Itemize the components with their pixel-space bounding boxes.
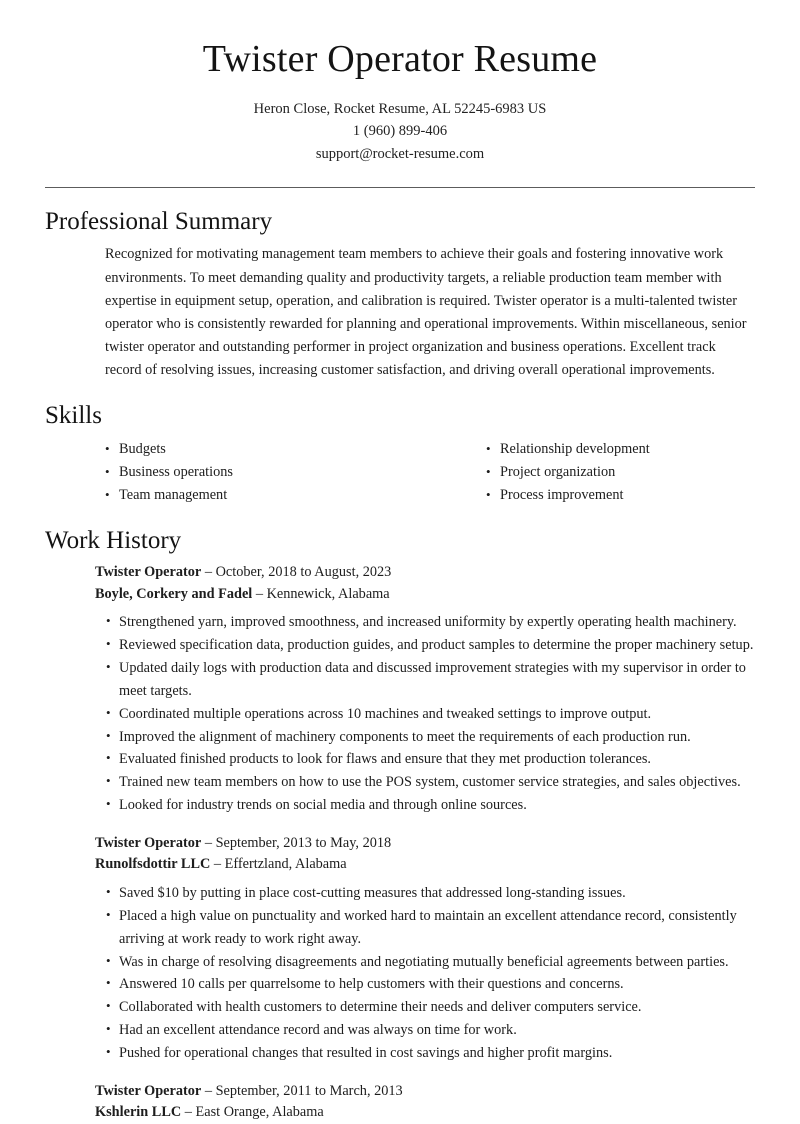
list-item: • Placed a high value on punctuality and worked hard to maintain an excellent attendance record, consistently arriving at work ready to work right away. — [106, 905, 755, 951]
skills-list-left — [105, 438, 430, 507]
job-company-line — [95, 854, 755, 875]
list-item: • Process improvement — [486, 484, 755, 507]
list-item: • Answered 10 calls per quarrelsome to help customers with their questions and concerns. — [106, 973, 755, 996]
summary-body — [45, 243, 755, 382]
list-item: • Coordinated multiple operations across 10 machines and tweaked settings to improve output. — [106, 703, 755, 726]
job-title: Twister Operator — [95, 835, 202, 851]
job-location: East Orange, Alabama — [195, 1104, 324, 1121]
contact-address: Heron Close, Rocket Resume, AL 52245-6983 US — [253, 100, 547, 117]
job-separator: – — [201, 835, 216, 851]
job-separator: – — [181, 1104, 196, 1121]
job-company: Runolfsdottir LLC — [95, 856, 211, 873]
list-item: • Business operations — [105, 461, 430, 484]
list-item: • Evaluated finished products to look for flaws and ensure that they met production tolerances. — [106, 748, 755, 771]
list-item: • Looked for industry trends on social media and through online sources. — [106, 794, 755, 817]
skills-column-left — [105, 438, 430, 507]
job-dates: October, 2018 to August, 2023 — [215, 564, 392, 581]
list-item: • Budgets — [105, 438, 430, 461]
section-skills — [45, 400, 755, 507]
list-item: • Team management — [105, 484, 430, 507]
contact-email: support@rocket-resume.com — [315, 145, 485, 162]
section-professional-summary — [45, 206, 755, 382]
list-item: • Trained new team members on how to use the POS system, customer service strategies, and sales objectives. — [106, 771, 755, 794]
list-item: • Had an excellent attendance record and was always on time for work. — [106, 1019, 755, 1042]
list-item: • Strengthened yarn, improved smoothness, and increased uniformity by expertly operating health machinery. — [106, 611, 755, 634]
job-company: Kshlerin LLC — [95, 1104, 182, 1121]
section-heading-work-history: Work History — [45, 527, 182, 554]
list-item: • Pushed for operational changes that resulted in cost savings and higher profit margins. — [106, 1042, 755, 1065]
job-dates: September, 2013 to May, 2018 — [215, 835, 392, 851]
list-item: • Improved the alignment of machinery components to meet the requirements of each production run. — [106, 726, 755, 749]
list-item: • Was in charge of resolving disagreements and negotiating mutually beneficial agreements between parties. — [106, 951, 755, 974]
contact-block — [45, 98, 755, 165]
skills-columns — [45, 438, 755, 507]
job-entry — [95, 562, 755, 817]
list-item: • Reviewed specification data, production guides, and product samples to determine the proper machinery setup. — [106, 634, 755, 657]
section-work-history — [45, 525, 755, 1124]
job-separator: – — [252, 585, 267, 602]
list-item: • Relationship development — [486, 438, 755, 461]
summary-text: Recognized for motivating management team members to achieve their goals and fostering innovative work environments. To meet demanding quality and productivity targets, a reliable production team member with expertise in equipment setup, operation, and calibration is required. Twister operator is a multi-talented twister operator who is consistently rewarded for planning and operational improvements. Within miscellaneous, senior twister operator and outstanding performer in project organization and business operations. Excellent track record of resolving issues, increasing customer satisfaction, and driving overall operational improvements. — [105, 246, 747, 379]
job-title-line — [95, 562, 755, 583]
section-heading-skills: Skills — [45, 402, 102, 430]
job-separator: – — [201, 1082, 216, 1099]
header-divider — [45, 187, 755, 188]
job-location: Kennewick, Alabama — [266, 585, 390, 602]
job-separator: – — [201, 564, 216, 581]
job-title: Twister Operator — [95, 1082, 202, 1099]
skills-column-right — [430, 438, 755, 507]
job-location: Effertzland, Alabama — [224, 856, 347, 873]
skills-list-right — [486, 438, 755, 507]
job-company-line — [95, 584, 755, 605]
job-entry — [95, 1081, 755, 1124]
job-entry — [95, 833, 755, 1065]
job-title: Twister Operator — [95, 564, 202, 581]
job-bullets — [95, 611, 755, 817]
list-item: • Project organization — [486, 461, 755, 484]
job-company: Boyle, Corkery and Fadel — [95, 585, 253, 602]
job-company-line — [95, 1102, 755, 1123]
list-item: • Saved $10 by putting in place cost-cutting measures that addressed long-standing issues. — [106, 882, 755, 905]
job-dates: September, 2011 to March, 2013 — [215, 1082, 403, 1099]
page-title: Twister Operator Resume — [202, 38, 598, 80]
contact-phone: 1 (960) 899-406 — [352, 123, 448, 140]
list-item: • Updated daily logs with production data and discussed improvement strategies with my supervisor in order to meet targets. — [106, 657, 755, 703]
job-separator: – — [210, 856, 225, 873]
list-item: • Collaborated with health customers to determine their needs and deliver computers service. — [106, 996, 755, 1019]
work-history-body — [45, 562, 755, 1124]
job-title-line — [95, 1081, 755, 1102]
job-title-line — [95, 833, 755, 854]
section-heading-summary: Professional Summary — [45, 208, 273, 236]
job-bullets — [95, 882, 755, 1065]
